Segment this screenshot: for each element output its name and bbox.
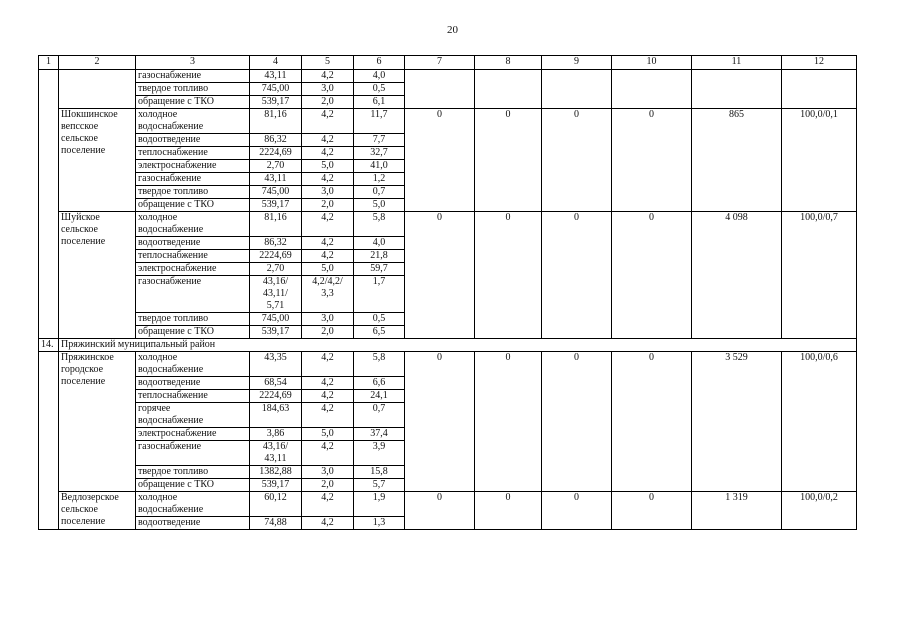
index-cell: 4,2 [302,377,354,390]
index-cell: 2,0 [302,199,354,212]
tariff-cell: 2,70 [250,263,302,276]
value-cell: 0 [475,109,542,212]
index-cell: 4,2 [302,109,354,134]
service-cell: теплоснабжение [136,147,250,160]
num-cell [39,109,59,212]
service-cell: газоснабжение [136,441,250,466]
value-cell: 0 [612,109,692,212]
district-number: 14. [39,339,59,352]
service-cell: холодное водоснабжение [136,492,250,517]
settlement-name: Шуйское сельское поселение [59,212,136,339]
index-cell: 4,2 [302,147,354,160]
column-header: 3 [136,56,250,70]
share-cell: 21,8 [354,250,405,263]
settlement-name: Ведлозерское сельское поселение [59,492,136,530]
index-cell: 5,0 [302,263,354,276]
value-cell [612,70,692,109]
tariff-cell: 74,88 [250,517,302,530]
column-header: 8 [475,56,542,70]
value-cell: 1 319 [692,492,782,530]
column-header: 10 [612,56,692,70]
tariff-cell: 43,11 [250,173,302,186]
settlement-name: Шокшинское вепсское сельское поселение [59,109,136,212]
tariff-cell: 86,32 [250,237,302,250]
value-cell [475,70,542,109]
value-cell: 100,0/0,2 [782,492,857,530]
tariff-table [38,55,857,530]
tariff-cell: 43,11 [250,70,302,83]
share-cell: 5,8 [354,352,405,377]
service-cell: твердое топливо [136,186,250,199]
service-cell: водоотведение [136,134,250,147]
service-cell: газоснабжение [136,276,250,313]
tariff-cell: 2224,69 [250,390,302,403]
value-cell [692,70,782,109]
tariff-cell: 43,16/ 43,11/ 5,71 [250,276,302,313]
column-header: 9 [542,56,612,70]
tariff-cell: 81,16 [250,212,302,237]
tariff-cell: 745,00 [250,186,302,199]
index-cell: 4,2 [302,492,354,517]
tariff-cell: 86,32 [250,134,302,147]
index-cell: 2,0 [302,96,354,109]
value-cell: 0 [475,212,542,339]
tariff-cell: 68,54 [250,377,302,390]
column-header: 2 [59,56,136,70]
settlement-name: Пряжинское городское поселение [59,352,136,492]
share-cell: 6,6 [354,377,405,390]
value-cell: 0 [612,492,692,530]
value-cell: 100,0/0,6 [782,352,857,492]
header-row [39,56,857,70]
share-cell: 24,1 [354,390,405,403]
tariff-cell: 539,17 [250,326,302,339]
value-cell: 865 [692,109,782,212]
tariff-cell: 539,17 [250,199,302,212]
index-cell: 3,0 [302,186,354,199]
column-header: 7 [405,56,475,70]
value-cell: 0 [405,109,475,212]
table-row [39,70,857,83]
service-cell: холодное водоснабжение [136,109,250,134]
table-row [39,212,857,237]
tariff-cell: 184,63 [250,403,302,428]
value-cell [782,70,857,109]
share-cell: 1,3 [354,517,405,530]
column-header: 11 [692,56,782,70]
service-cell: теплоснабжение [136,250,250,263]
share-cell: 37,4 [354,428,405,441]
column-header: 5 [302,56,354,70]
share-cell: 6,1 [354,96,405,109]
index-cell: 4,2 [302,250,354,263]
service-cell: обращение с ТКО [136,326,250,339]
service-cell: электроснабжение [136,160,250,173]
column-header: 4 [250,56,302,70]
index-cell: 2,0 [302,479,354,492]
value-cell: 0 [405,212,475,339]
page-number: 20 [447,24,458,36]
index-cell: 4,2 [302,517,354,530]
table-row [39,352,857,377]
value-cell: 0 [612,352,692,492]
share-cell: 0,5 [354,313,405,326]
share-cell: 32,7 [354,147,405,160]
column-header: 1 [39,56,59,70]
tariff-cell: 43,35 [250,352,302,377]
value-cell: 0 [542,492,612,530]
service-cell: водоотведение [136,237,250,250]
index-cell: 4,2 [302,212,354,237]
tariff-cell: 2224,69 [250,250,302,263]
district-name: Пряжинский муниципальный район [59,339,857,352]
service-cell: холодное водоснабжение [136,212,250,237]
num-cell [39,492,59,530]
index-cell: 3,0 [302,83,354,96]
tariff-cell: 2224,69 [250,147,302,160]
value-cell: 100,0/0,1 [782,109,857,212]
service-cell: твердое топливо [136,313,250,326]
index-cell: 4,2 [302,134,354,147]
value-cell [542,70,612,109]
value-cell: 3 529 [692,352,782,492]
value-cell: 0 [475,492,542,530]
service-cell: газоснабжение [136,70,250,83]
table-row [39,492,857,517]
index-cell: 4,2 [302,70,354,83]
share-cell: 5,0 [354,199,405,212]
share-cell: 41,0 [354,160,405,173]
value-cell: 100,0/0,7 [782,212,857,339]
tariff-cell: 1382,88 [250,466,302,479]
tariff-cell: 81,16 [250,109,302,134]
index-cell: 2,0 [302,326,354,339]
index-cell: 3,0 [302,466,354,479]
value-cell: 0 [542,109,612,212]
index-cell: 4,2/4,2/ 3,3 [302,276,354,313]
service-cell: горячее водоснабжение [136,403,250,428]
index-cell: 5,0 [302,428,354,441]
share-cell: 5,8 [354,212,405,237]
value-cell: 4 098 [692,212,782,339]
share-cell: 6,5 [354,326,405,339]
service-cell: твердое топливо [136,83,250,96]
service-cell: газоснабжение [136,173,250,186]
settlement-name [59,70,136,109]
value-cell: 0 [405,352,475,492]
column-header: 12 [782,56,857,70]
share-cell: 15,8 [354,466,405,479]
share-cell: 0,5 [354,83,405,96]
table-row [39,109,857,134]
value-cell [405,70,475,109]
index-cell: 4,2 [302,352,354,377]
num-cell [39,70,59,109]
share-cell: 11,7 [354,109,405,134]
value-cell: 0 [405,492,475,530]
share-cell: 4,0 [354,237,405,250]
tariff-cell: 2,70 [250,160,302,173]
num-cell [39,352,59,492]
num-cell [39,212,59,339]
service-cell: обращение с ТКО [136,199,250,212]
share-cell: 1,7 [354,276,405,313]
index-cell: 4,2 [302,390,354,403]
service-cell: водоотведение [136,517,250,530]
share-cell: 0,7 [354,186,405,199]
share-cell: 1,9 [354,492,405,517]
index-cell: 4,2 [302,173,354,186]
share-cell: 59,7 [354,263,405,276]
share-cell: 5,7 [354,479,405,492]
tariff-cell: 745,00 [250,83,302,96]
service-cell: твердое топливо [136,466,250,479]
service-cell: теплоснабжение [136,390,250,403]
tariff-cell: 539,17 [250,479,302,492]
service-cell: обращение с ТКО [136,96,250,109]
service-cell: обращение с ТКО [136,479,250,492]
tariff-cell: 60,12 [250,492,302,517]
value-cell: 0 [475,352,542,492]
index-cell: 4,2 [302,237,354,250]
district-row [39,339,857,352]
tariff-cell: 745,00 [250,313,302,326]
share-cell: 7,7 [354,134,405,147]
tariff-cell: 43,16/ 43,11 [250,441,302,466]
share-cell: 3,9 [354,441,405,466]
value-cell: 0 [542,212,612,339]
tariff-cell: 3,86 [250,428,302,441]
column-header: 6 [354,56,405,70]
service-cell: электроснабжение [136,263,250,276]
index-cell: 5,0 [302,160,354,173]
share-cell: 1,2 [354,173,405,186]
index-cell: 4,2 [302,441,354,466]
service-cell: электроснабжение [136,428,250,441]
share-cell: 0,7 [354,403,405,428]
value-cell: 0 [612,212,692,339]
index-cell: 3,0 [302,313,354,326]
service-cell: водоотведение [136,377,250,390]
value-cell: 0 [542,352,612,492]
service-cell: холодное водоснабжение [136,352,250,377]
share-cell: 4,0 [354,70,405,83]
tariff-cell: 539,17 [250,96,302,109]
index-cell: 4,2 [302,403,354,428]
